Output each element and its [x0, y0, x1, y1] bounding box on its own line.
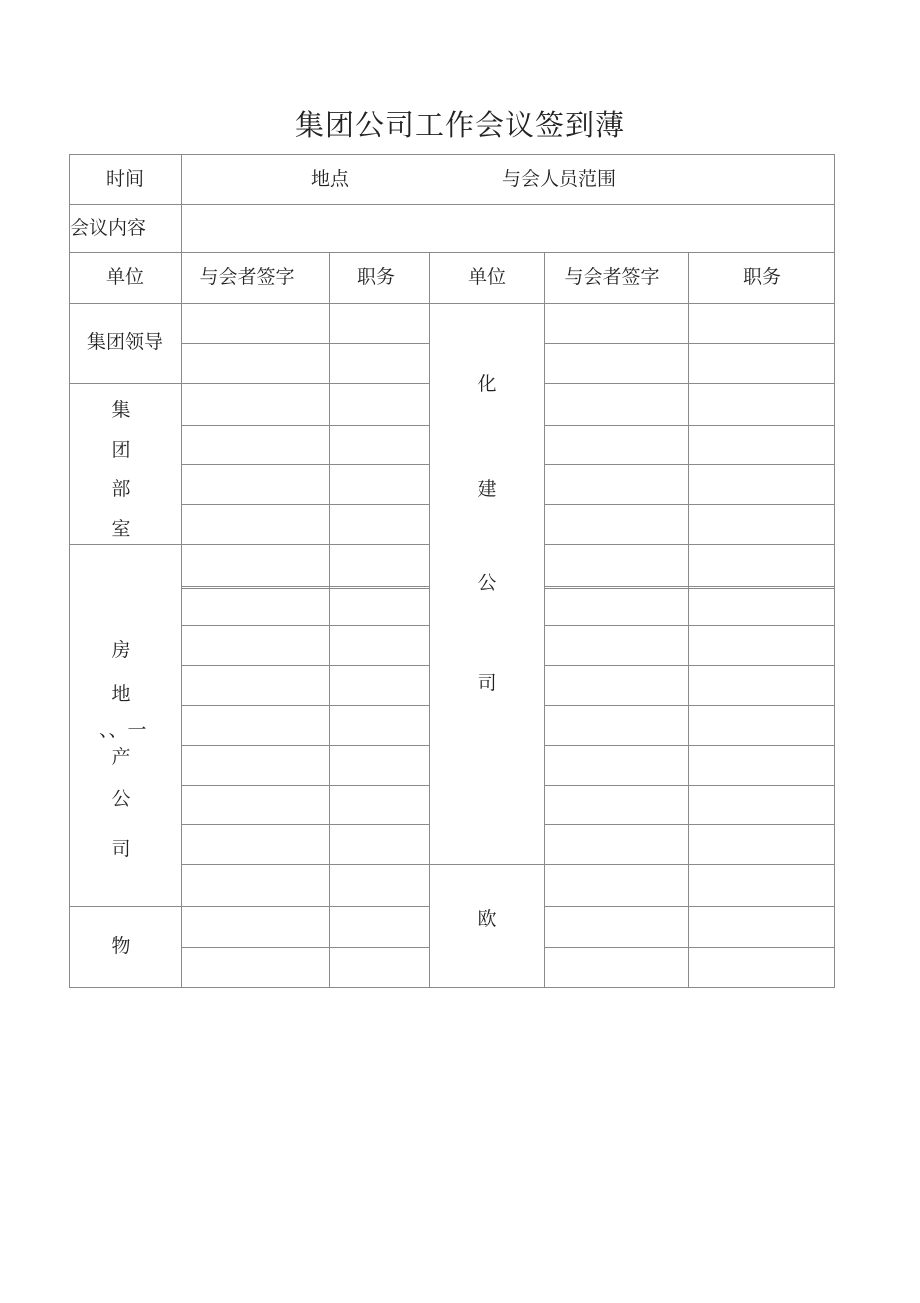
unit-real-estate-char: 、、一 [99, 719, 147, 741]
sign-in-table [69, 154, 835, 988]
scope-label: 与会人员范围 [501, 168, 617, 190]
unit-property: 物 [111, 935, 131, 957]
unit-group-dept-char: 室 [111, 518, 131, 540]
time-label: 时间 [105, 168, 145, 190]
content-label: 会议内容 [70, 217, 147, 239]
unit-real-estate-char: 公 [111, 788, 131, 810]
place-label: 地点 [310, 168, 350, 190]
unit-ou: 欧 [477, 908, 497, 930]
unit-chem-char: 建 [477, 478, 497, 500]
unit-chem-char: 化 [477, 373, 497, 395]
unit-real-estate-char: 产 [111, 746, 131, 768]
col-unit-right: 单位 [467, 266, 507, 288]
unit-group-leaders: 集团领导 [86, 331, 164, 353]
table-grid [69, 154, 835, 988]
unit-real-estate-char: 司 [111, 838, 131, 860]
col-position-right: 职务 [742, 266, 782, 288]
unit-group-dept-char: 团 [111, 439, 131, 461]
unit-real-estate-char: 地 [111, 683, 131, 705]
col-unit-left: 单位 [105, 266, 145, 288]
unit-chem-char: 公 [477, 572, 497, 594]
col-position-left: 职务 [356, 266, 396, 288]
col-signature-left: 与会者签字 [199, 266, 295, 288]
unit-group-dept-char: 部 [111, 478, 131, 500]
page-title: 集团公司工作会议签到薄 [294, 108, 625, 142]
unit-real-estate-char: 房 [111, 639, 131, 661]
unit-group-dept-char: 集 [111, 399, 131, 421]
unit-chem-char: 司 [477, 672, 497, 694]
col-signature-right: 与会者签字 [564, 266, 660, 288]
